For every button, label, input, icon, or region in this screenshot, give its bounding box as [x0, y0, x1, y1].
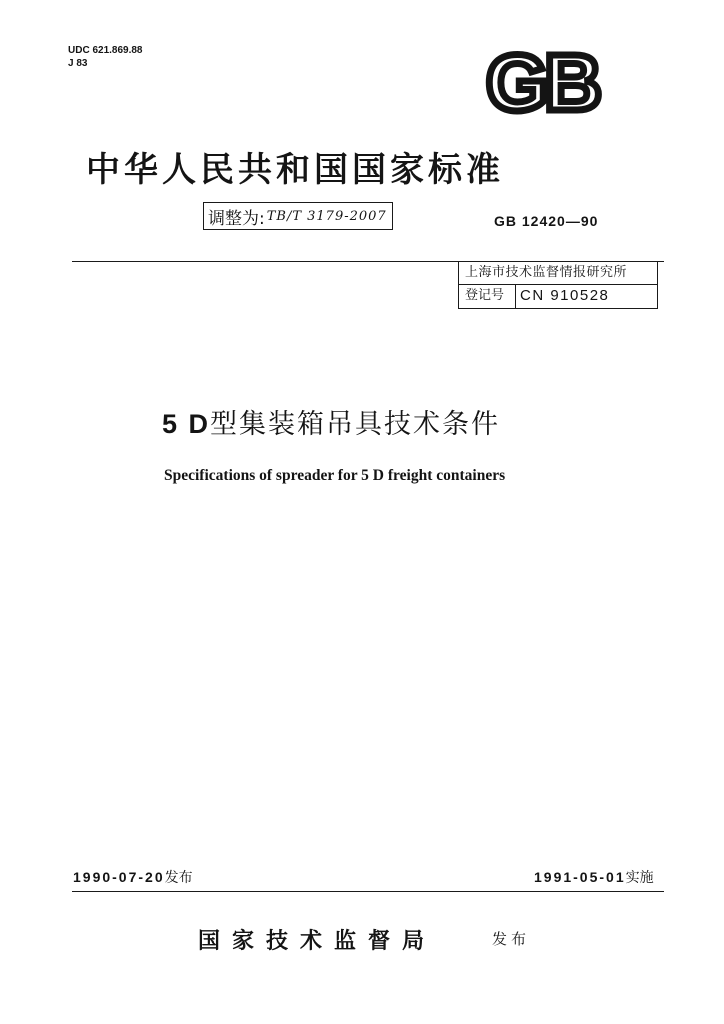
issuer-name: 国家技术监督局: [198, 929, 437, 954]
adjustment-value: TB/T 3179-2007: [266, 208, 387, 224]
standard-number: GB 12420—90: [494, 213, 599, 229]
registration-stamp: [458, 261, 658, 309]
issue-word: 发布: [164, 870, 193, 886]
main-title: 中华人民共和国国家标准: [86, 150, 504, 190]
document-title-english: Specifications of spreader for 5 D freight containers: [164, 467, 506, 484]
footer-divider: [72, 891, 664, 892]
registration-value: CN 910528: [520, 287, 610, 304]
adjustment-label: 调整为:: [208, 208, 265, 229]
issue-date: 1990-07-20: [73, 869, 165, 885]
document-codes: [68, 44, 143, 70]
gb-logo-icon: [484, 46, 630, 116]
document-title-rest: 型集装箱吊具技术条件: [210, 409, 501, 440]
document-title: [162, 402, 500, 441]
registration-row: [458, 285, 658, 309]
effective-date-line: [534, 867, 654, 887]
gb-logo-text: GB: [486, 46, 598, 116]
registration-institute: 上海市技术监督情报研究所: [458, 261, 658, 285]
adjustment-stamp: [203, 202, 393, 230]
effective-word: 实施: [625, 870, 654, 886]
class-code: J 83: [68, 58, 88, 69]
document-title-prefix: 5 D: [162, 409, 211, 439]
issuer-action: 发布: [492, 930, 531, 948]
udc-code: UDC 621.869.88: [68, 45, 143, 56]
effective-date: 1991-05-01: [534, 869, 626, 885]
issue-date-line: [73, 867, 193, 887]
registration-key: 登记号: [459, 285, 516, 308]
